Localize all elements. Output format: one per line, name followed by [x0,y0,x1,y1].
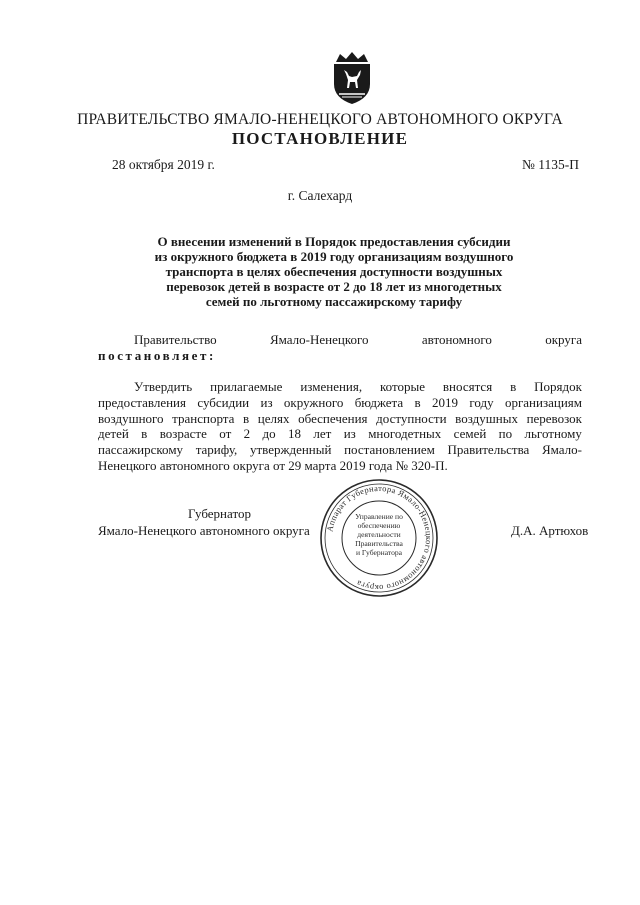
body-word: субсидии [197,394,250,410]
document-number: № 1135-П [522,157,579,172]
body-word: в [243,410,250,426]
signatory-name: Д.А. Артюхов [511,523,589,538]
seal-text-line: Правительства [355,539,403,548]
document-date: 28 октября 2019 г. [112,157,215,172]
seal-text-line: обеспечению [357,521,401,530]
document-type: ПОСТАНОВЛЕНИЕ [231,129,409,148]
title-line: семей по льготному пассажирскому тарифу [205,294,463,309]
body-word: вносятся [442,379,493,394]
preamble-word: автономного [421,332,492,347]
body-word: обеспечения [298,410,368,426]
document-city: г. Салехард [287,188,353,203]
body-word: транспорта [172,410,235,426]
body-word: 2019 [432,394,458,410]
body-word: Правительства [447,442,530,458]
body-word: пассажирскому [98,442,184,458]
preamble [98,332,582,364]
body-word: в [141,426,148,442]
coat-of-arms-icon [330,50,374,106]
body-line [98,442,582,458]
preamble-word: округа [545,332,582,347]
official-seal [318,477,440,599]
body-word: из [343,426,356,442]
body-word: утвержденный [249,442,332,458]
signatory-organization: Ямало-Ненецкого автономного округа [98,523,310,538]
body-word: от [219,426,232,442]
body-word: которые [380,379,426,394]
body-word: 18 [288,426,302,442]
body-word: до [262,426,276,442]
organization-name: ПРАВИТЕЛЬСТВО ЯМАЛО-НЕНЕЦКОГО АВТОНОМНОГО ОКРУГА [77,111,563,128]
title-line: О внесении изменений в Порядок предоставления субсидии [157,234,511,249]
title-line: перевозок детей в возрасте от 2 до 18 лет из многодетных [166,279,502,294]
body-word: бюджета [354,394,404,410]
body-word: многодетных [368,426,442,442]
body-line: Ненецкого автономного округа от 29 марта 2019 года № 320-П. [98,457,448,473]
body-line [98,379,582,395]
signatory-title: Губернатор [188,506,251,521]
body-word: из [260,394,273,410]
body-word: возрасте [159,426,207,442]
preamble-verb: постановляет: [98,348,216,363]
body-word: 2 [243,426,251,442]
body-word: изменения, [300,379,363,394]
body-word: в [414,394,421,410]
body-word: прилагаемые [210,379,283,394]
body-word: воздушных [455,410,518,426]
seal-ring-text: Аппарат Губернатора Ямало-Ненецкого автономного округа [325,483,434,593]
body-word: перевозок [526,410,582,426]
title-line: транспорта в целях обеспечения доступности воздушных [165,264,503,279]
body-word: Порядок [534,379,582,394]
seal-text-line: и Губернатора [355,548,403,557]
document-title [130,234,538,309]
body-word: постановлением [344,442,435,458]
body-word: по [498,426,513,442]
body-word: семей [453,426,487,442]
body-word: Ямало- [541,442,582,458]
body-word: Утвердить [134,379,193,394]
body-word: году [469,394,494,410]
seal-text-line: деятельности [357,530,401,539]
title-line: из окружного бюджета в 2019 году организациям воздушного [154,249,514,264]
body-word: лет [313,426,332,442]
body-word: организациям [504,394,582,410]
preamble-word: Ямало-Ненецкого [269,332,369,347]
body-word: в [510,379,517,394]
preamble-word: Правительство [134,332,217,347]
body-word: окружного [283,394,344,410]
body-word: целях [257,410,290,426]
body-word: тарифу, [195,442,238,458]
preamble-line [98,332,582,348]
body-line [98,411,582,427]
body-word: льготному [524,426,582,442]
body-word: доступности [376,410,447,426]
body-word: воздушного [98,410,164,426]
body-paragraph [98,379,582,474]
body-line [98,395,582,411]
body-word: детей [98,426,129,442]
body-line [98,426,582,442]
seal-text-line: Управление по [355,512,403,521]
body-word: предоставления [98,394,186,410]
